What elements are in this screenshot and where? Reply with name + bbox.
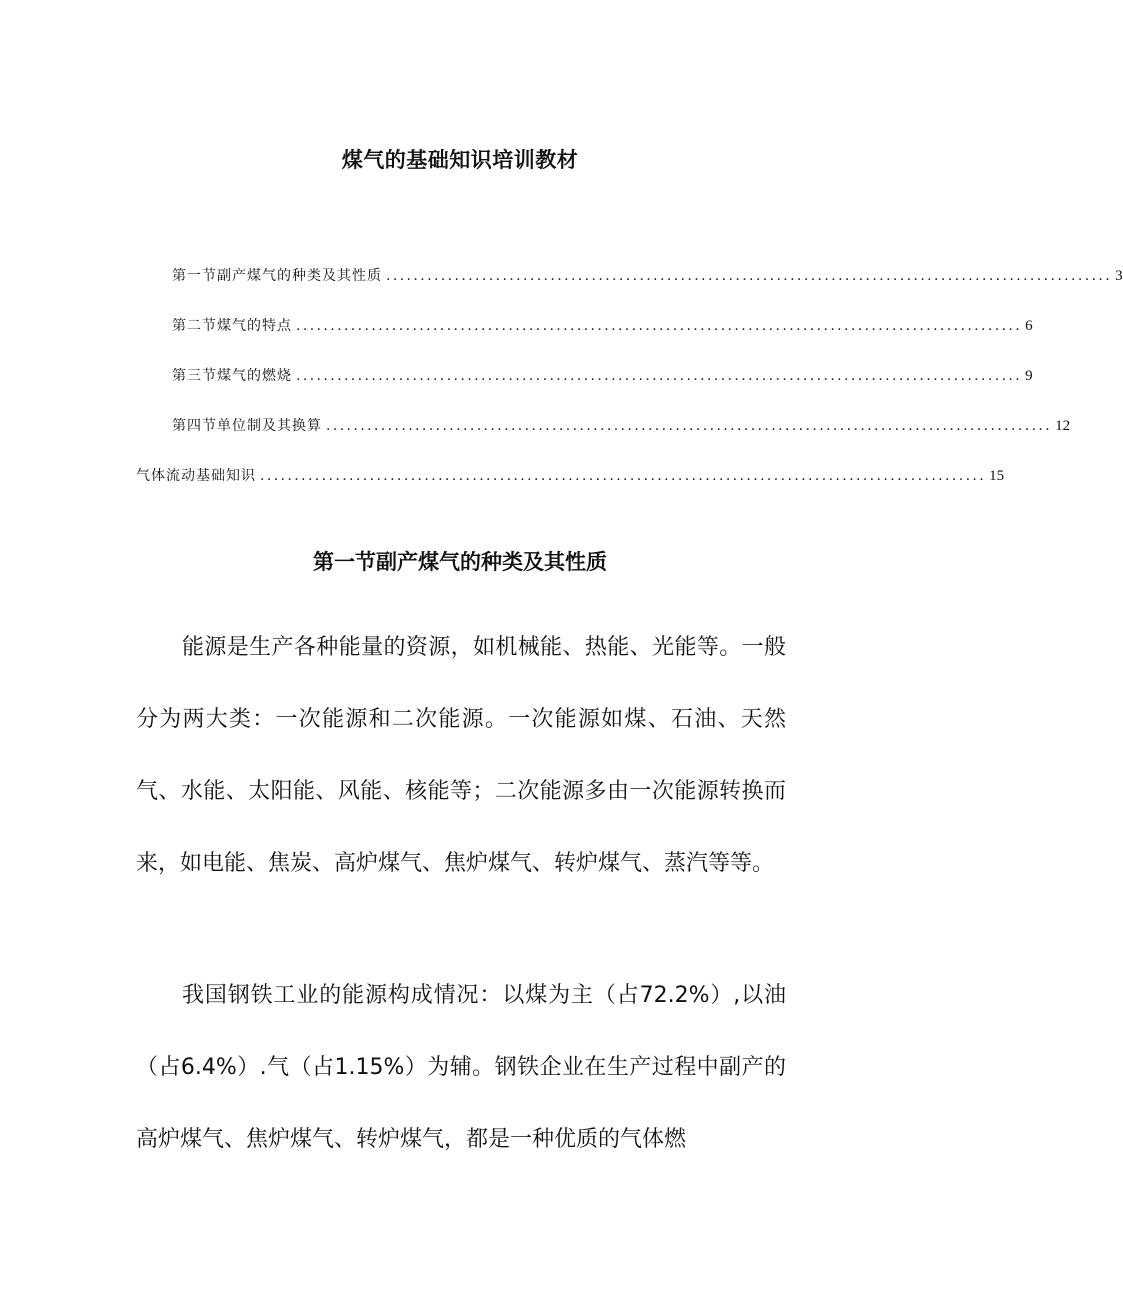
- toc-entry[interactable]: [136, 464, 1005, 488]
- toc-leader-dots: ..........................................................................................................: [326, 418, 1053, 434]
- body-paragraph: 能源是生产各种能量的资源，如机械能、热能、光能等。一般分为两大类：一次能源和二次能源。一次能源如煤、石油、天然气、水能、太阳能、风能、核能等；二次能源多由一次能源转换而来，如电能、焦炭、高炉煤气、焦炉煤气、转炉煤气、蒸汽等等。: [136, 635, 786, 876]
- toc-entry[interactable]: [172, 414, 1071, 438]
- toc-entry-label: 气体流动基础知识: [136, 468, 256, 484]
- toc-entry-page: 6: [1025, 318, 1033, 334]
- toc-entry-label: 第一节副产煤气的种类及其性质: [172, 268, 382, 284]
- toc-entry-page: 15: [989, 468, 1005, 484]
- toc-entry[interactable]: [172, 314, 1033, 338]
- toc-entry-page: 12: [1055, 418, 1071, 434]
- toc-leader-dots: ..........................................................................................................: [260, 468, 987, 484]
- toc-entry-label: 第二节煤气的特点: [172, 318, 292, 334]
- toc-entry-page: 9: [1025, 368, 1033, 384]
- toc-entry-label: 第四节单位制及其换算: [172, 418, 322, 434]
- document-title: 煤气的基础知识培训教材: [341, 148, 579, 172]
- toc-leader-dots: ..........................................................................................................: [386, 268, 1113, 284]
- toc-entry-page: 3: [1115, 268, 1123, 284]
- section-heading: 第一节副产煤气的种类及其性质: [313, 550, 607, 574]
- body-paragraph: 我国钢铁工业的能源构成情况：以煤为主（占72.2%）,以油（占6.4%）.气（占1.15%）为辅。钢铁企业在生产过程中副产的高炉煤气、焦炉煤气、转炉煤气，都是一种优质的气体燃: [136, 983, 786, 1152]
- toc-entry[interactable]: [172, 264, 1123, 288]
- toc-leader-dots: ..........................................................................................................: [296, 318, 1023, 334]
- toc-leader-dots: ..........................................................................................................: [296, 368, 1023, 384]
- toc-entry[interactable]: [172, 364, 1033, 388]
- toc-entry-label: 第三节煤气的燃烧: [172, 368, 292, 384]
